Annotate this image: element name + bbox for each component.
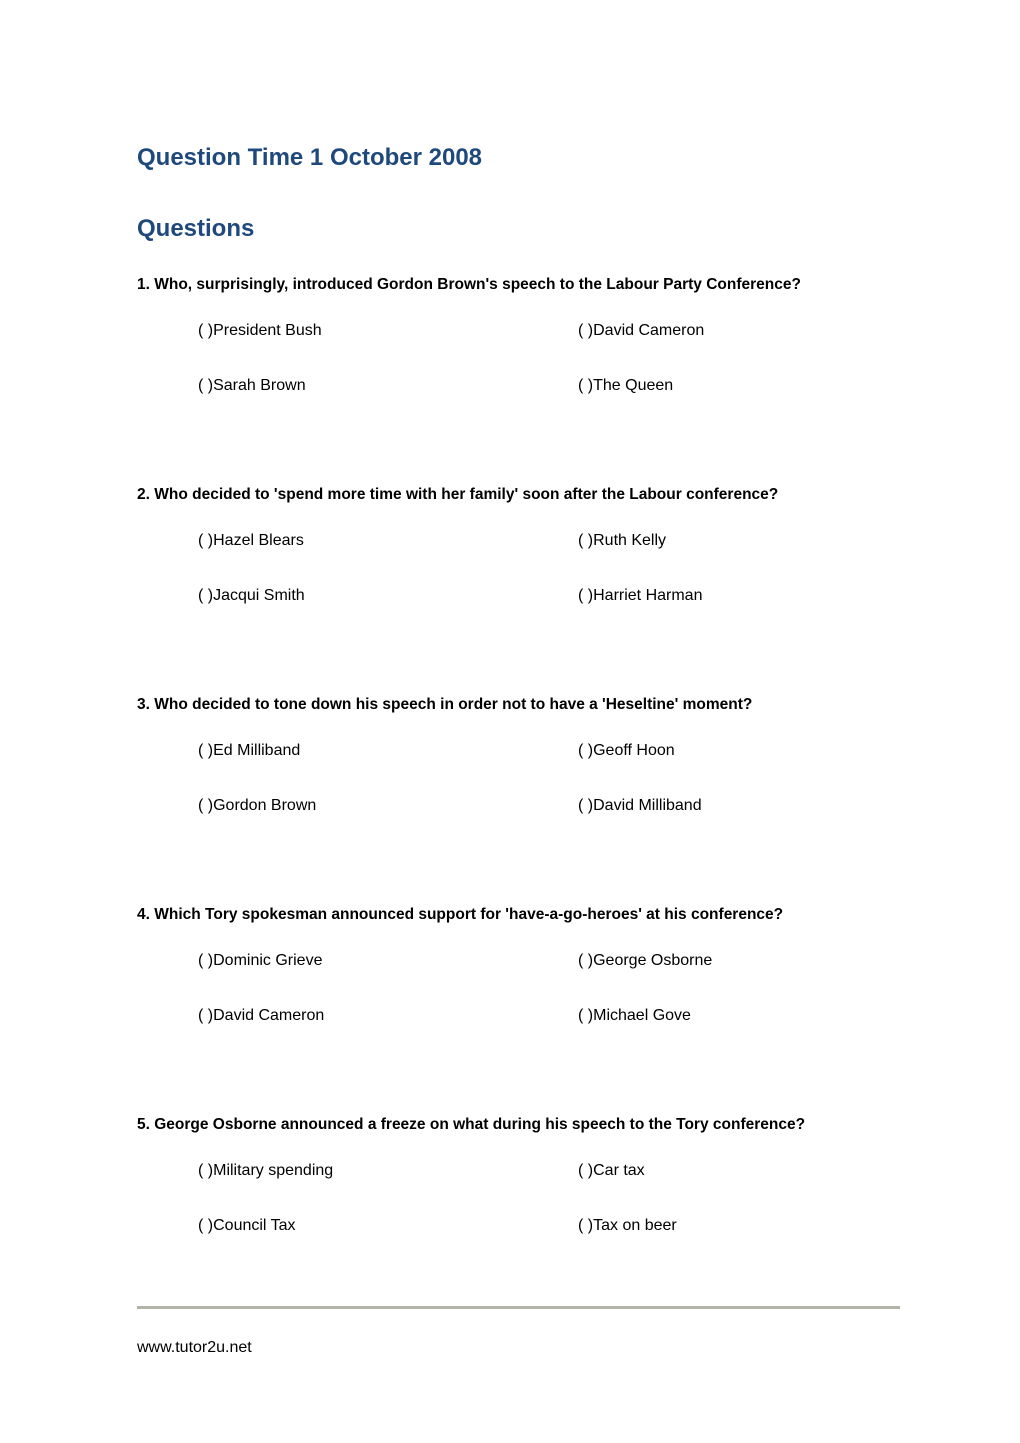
option-label: Hazel Blears [213,532,304,549]
question-text: 3. Who decided to tone down his speech in order not to have a 'Heseltine' moment? [137,696,753,713]
checkbox-marker[interactable]: ( ) [578,1162,594,1179]
checkbox-marker[interactable]: ( ) [578,377,594,394]
option-label: Sarah Brown [213,377,306,394]
checkbox-marker[interactable]: ( ) [578,587,594,604]
option-label: Michael Gove [593,1007,691,1024]
answer-option[interactable] [198,532,304,550]
question-text: 4. Which Tory spokesman announced support for 'have-a-go-heroes' at his conference? [137,906,784,923]
option-label: Geoff Hoon [593,742,675,759]
answer-option[interactable] [198,587,305,605]
checkbox-marker[interactable]: ( ) [198,952,214,969]
option-label: Gordon Brown [213,797,317,814]
answer-option[interactable] [198,742,300,760]
checkbox-marker[interactable]: ( ) [198,1007,214,1024]
option-label: Jacqui Smith [213,587,305,604]
question-text: 5. George Osborne announced a freeze on what during his speech to the Tory conference? [137,1116,806,1133]
checkbox-marker[interactable]: ( ) [198,587,214,604]
answer-option[interactable] [198,1162,333,1180]
option-label: Council Tax [213,1217,296,1234]
answer-option[interactable] [578,587,702,605]
option-label: Ed Milliband [213,742,301,759]
checkbox-marker[interactable]: ( ) [578,952,594,969]
option-label: Tax on beer [593,1217,677,1234]
answer-option[interactable] [198,1217,296,1235]
checkbox-marker[interactable]: ( ) [198,1217,214,1234]
checkbox-marker[interactable]: ( ) [578,797,594,814]
answer-option[interactable] [578,322,704,340]
checkbox-marker[interactable]: ( ) [578,322,594,339]
footer-url[interactable]: www.tutor2u.net [137,1339,252,1356]
checkbox-marker[interactable]: ( ) [198,742,214,759]
answer-option[interactable] [578,1217,677,1235]
checkbox-marker[interactable]: ( ) [198,797,214,814]
question-5 [137,1116,907,1326]
option-label: David Cameron [213,1007,325,1024]
question-4 [137,906,907,1116]
option-label: President Bush [213,322,322,339]
answer-option[interactable] [578,1007,691,1025]
checkbox-marker[interactable]: ( ) [198,532,214,549]
option-label: Dominic Grieve [213,952,323,969]
answer-option[interactable] [198,1007,324,1025]
answer-option[interactable] [578,1162,645,1180]
answer-option[interactable] [198,797,316,815]
answer-option[interactable] [578,797,702,815]
option-label: Ruth Kelly [593,532,667,549]
option-label: Military spending [213,1162,334,1179]
answer-option[interactable] [578,532,666,550]
option-label: Harriet Harman [593,587,703,604]
question-text: 2. Who decided to 'spend more time with her family' soon after the Labour conference? [137,486,779,503]
question-1 [137,276,907,486]
answer-option[interactable] [578,952,712,970]
checkbox-marker[interactable]: ( ) [578,1007,594,1024]
answer-option[interactable] [198,377,306,395]
checkbox-marker[interactable]: ( ) [198,322,214,339]
option-label: Car tax [593,1162,645,1179]
option-label: David Cameron [593,322,705,339]
option-label: George Osborne [593,952,713,969]
checkbox-marker[interactable]: ( ) [198,1162,214,1179]
option-label: David Milliband [593,797,702,814]
checkbox-marker[interactable]: ( ) [578,1217,594,1234]
answer-option[interactable] [578,742,675,760]
question-3 [137,696,907,906]
checkbox-marker[interactable]: ( ) [578,742,594,759]
checkbox-marker[interactable]: ( ) [198,377,214,394]
answer-option[interactable] [198,952,322,970]
page-title: Question Time 1 October 2008 [137,144,483,171]
option-label: The Queen [593,377,674,394]
checkbox-marker[interactable]: ( ) [578,532,594,549]
answer-option[interactable] [578,377,673,395]
question-2 [137,486,907,696]
question-text: 1. Who, surprisingly, introduced Gordon Brown's speech to the Labour Party Conference? [137,276,801,293]
section-heading: Questions [137,215,255,242]
answer-option[interactable] [198,322,322,340]
footer-divider [137,1306,900,1309]
